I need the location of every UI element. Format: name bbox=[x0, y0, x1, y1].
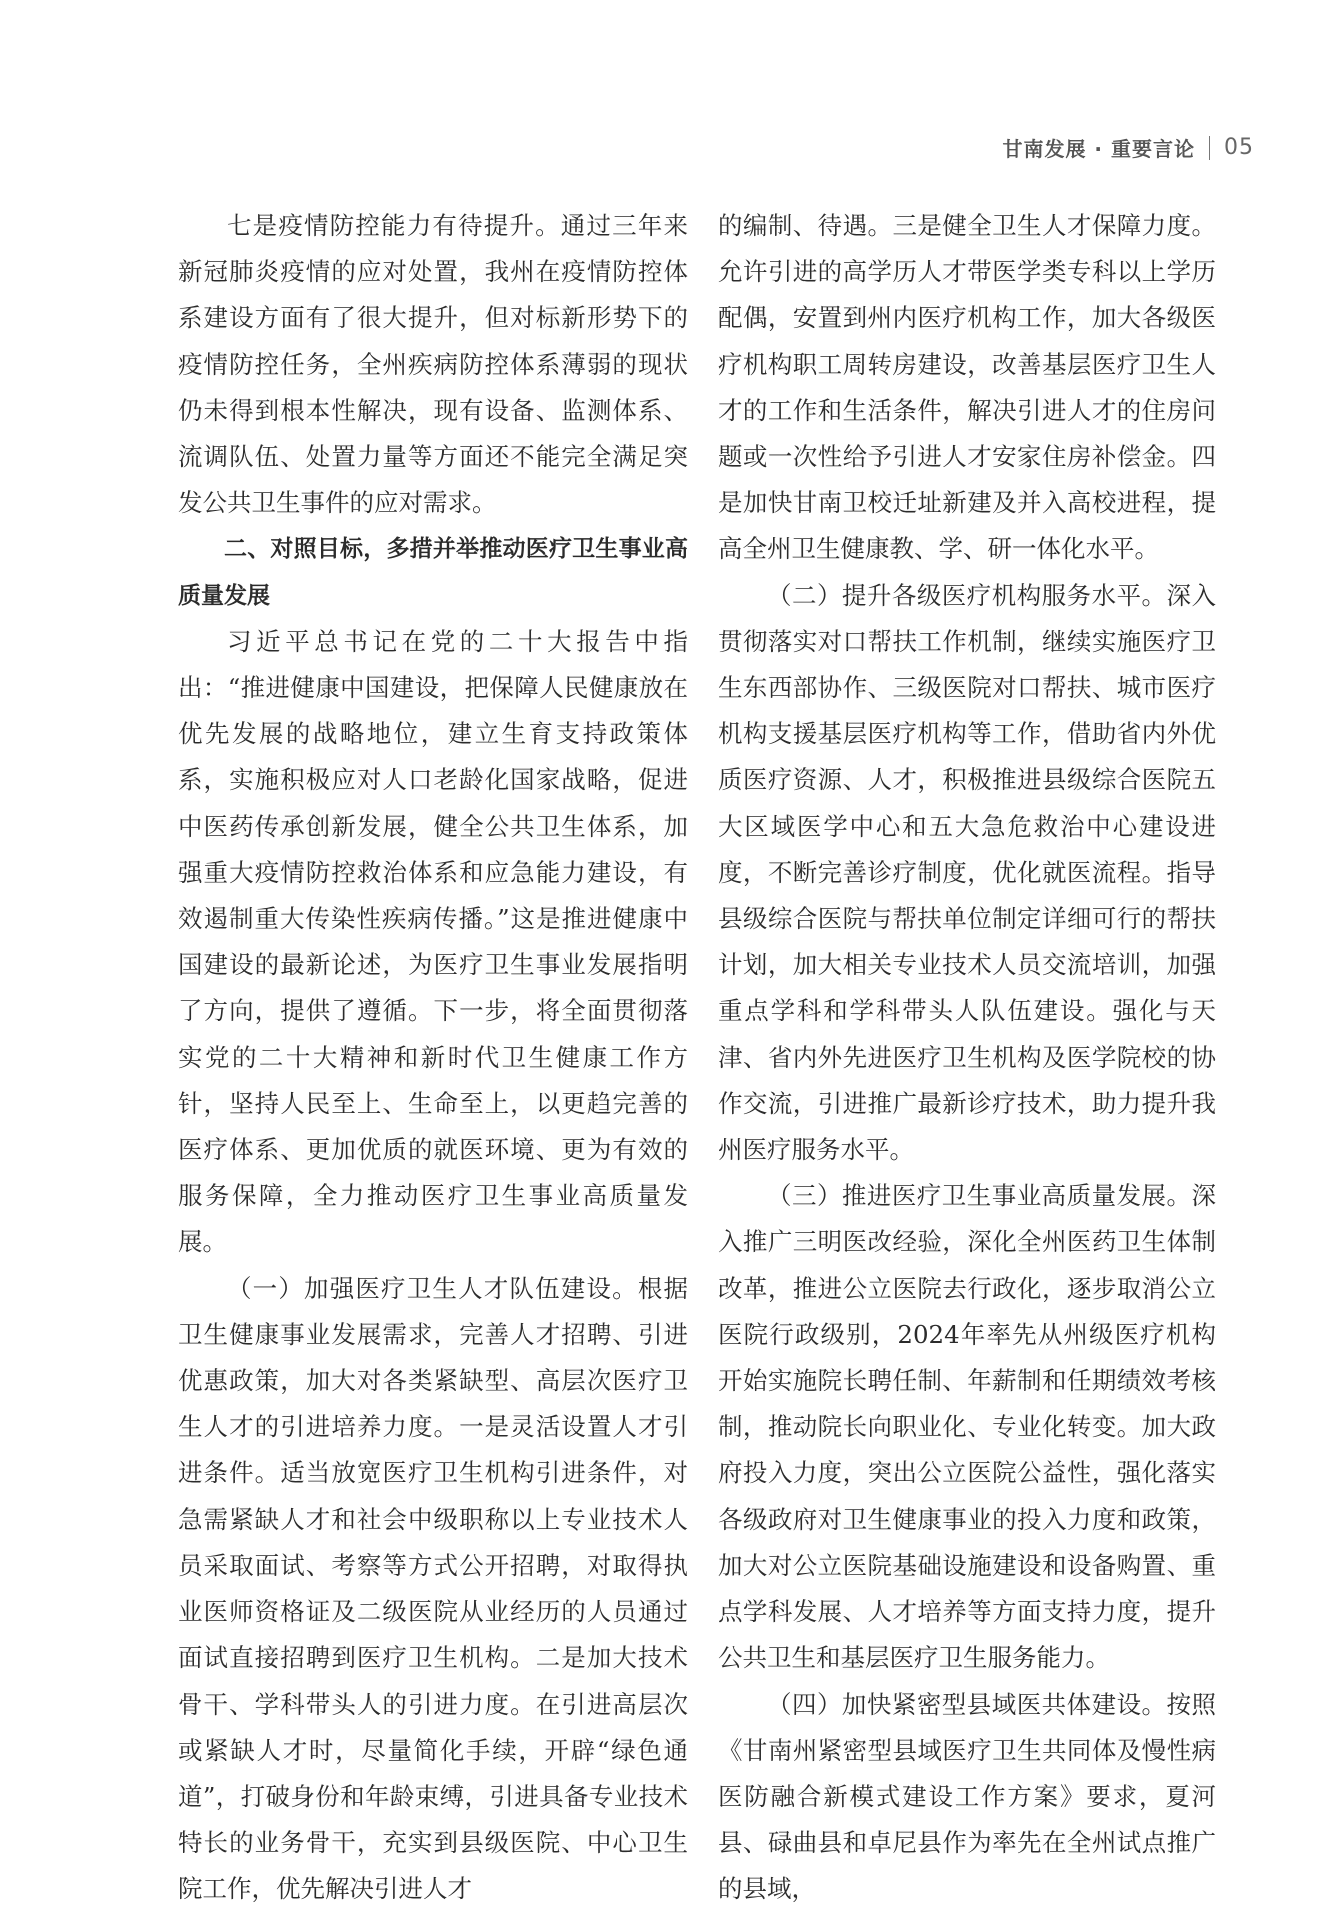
left-column bbox=[178, 203, 688, 1913]
paragraph: 习近平总书记在党的二十大报告中指出：“推进健康中国建设，把保障人民健康放在优先发展的战略地位，建立生育支持政策体系，实施积极应对人口老龄化国家战略，促进中医药传承创新发展，健全公共卫生体系，加强重大疫情防控救治体系和应急能力建设，有效遏制重大传染性疾病传播。”这是推进健康中国建设的最新论述，为医疗卫生事业发展指明了方向，提供了遵循。下一步，将全面贯彻落实党的二十大精神和新时代卫生健康工作方针，坚持人民至上、生命至上，以更趋完善的医疗体系、更加优质的就医环境、更为有效的服务保障，全力推动医疗卫生事业高质量发展。 bbox=[178, 626, 688, 1257]
paragraph: （一）加强医疗卫生人才队伍建设。根据卫生健康事业发展需求，完善人才招聘、引进优惠政策，加大对各类紧缺型、高层次医疗卫生人才的引进培养力度。一是灵活设置人才引进条件。适当放宽医疗卫生机构引进条件，对急需紧缺人才和社会中级职称以上专业技术人员采取面试、考察等方式公开招聘，对取得执业医师资格证及二级医院从业经历的人员通过面试直接招聘到医疗卫生机构。二是加大技术骨干、学科带头人的引进力度。在引进高层次或紧缺人才时，尽量简化手续，开辟“绿色通道”，打破身份和年龄束缚，引进具备专业技术特长的业务骨干，充实到县级医院、中心卫生院工作，优先解决引进人才 bbox=[178, 1273, 688, 1904]
right-column bbox=[718, 203, 1216, 1913]
paragraph: （四）加快紧密型县域医共体建设。按照《甘南州紧密型县域医疗卫生共同体及慢性病医防融合新模式建设工作方案》要求，夏河县、碌曲县和卓尼县作为率先在全州试点推广的县域， bbox=[718, 1689, 1216, 1904]
header-divider bbox=[1209, 136, 1210, 160]
section-title: 甘南发展 · 重要言论 bbox=[1002, 137, 1195, 161]
page-number: 05 bbox=[1224, 135, 1254, 160]
running-header bbox=[1002, 133, 1254, 162]
paragraph-continued: 的编制、待遇。三是健全卫生人才保障力度。允许引进的高学历人才带医学类专科以上学历配偶，安置到州内医疗机构工作，加大各级医疗机构职工周转房建设，改善基层医疗卫生人才的工作和生活条件，解决引进人才的住房问题或一次性给予引进人才安家住房补偿金。四是加快甘南卫校迁址新建及并入高校进程，提高全州卫生健康教、学、研一体化水平。 bbox=[718, 211, 1216, 564]
paragraph: （三）推进医疗卫生事业高质量发展。深入推广三明医改经验，深化全州医药卫生体制改革，推进公立医院去行政化，逐步取消公立医院行政级别，2024年率先从州级医疗机构开始实施院长聘任制、年薪制和任期绩效考核制，推动院长向职业化、专业化转变。加大政府投入力度，突出公立医院公益性，强化落实各级政府对卫生健康事业的投入力度和政策，加大对公立医院基础设施建设和设备购置、重点学科发展、人才培养等方面支持力度，提升公共卫生和基层医疗卫生服务能力。 bbox=[718, 1181, 1216, 1673]
paragraph: 七是疫情防控能力有待提升。通过三年来新冠肺炎疫情的应对处置，我州在疫情防控体系建设方面有了很大提升，但对标新形势下的疫情防控任务，全州疾病防控体系薄弱的现状仍未得到根本性解决，现有设备、监测体系、流调队伍、处置力量等方面还不能完全满足突发公共卫生事件的应对需求。 bbox=[178, 211, 688, 518]
paragraph: （二）提升各级医疗机构服务水平。深入贯彻落实对口帮扶工作机制，继续实施医疗卫生东西部协作、三级医院对口帮扶、城市医疗机构支援基层医疗机构等工作，借助省内外优质医疗资源、人才，积极推进县级综合医院五大区域医学中心和五大急危救治中心建设进度，不断完善诊疗制度，优化就医流程。指导县级综合医院与帮扶单位制定详细可行的帮扶计划，加大相关专业技术人员交流培训，加强重点学科和学科带头人队伍建设。强化与天津、省内外先进医疗卫生机构及医学院校的协作交流，引进推广最新诊疗技术，助力提升我州医疗服务水平。 bbox=[718, 580, 1216, 1165]
section-heading: 二、对照目标，多措并举推动医疗卫生事业高质量发展 bbox=[178, 536, 688, 609]
